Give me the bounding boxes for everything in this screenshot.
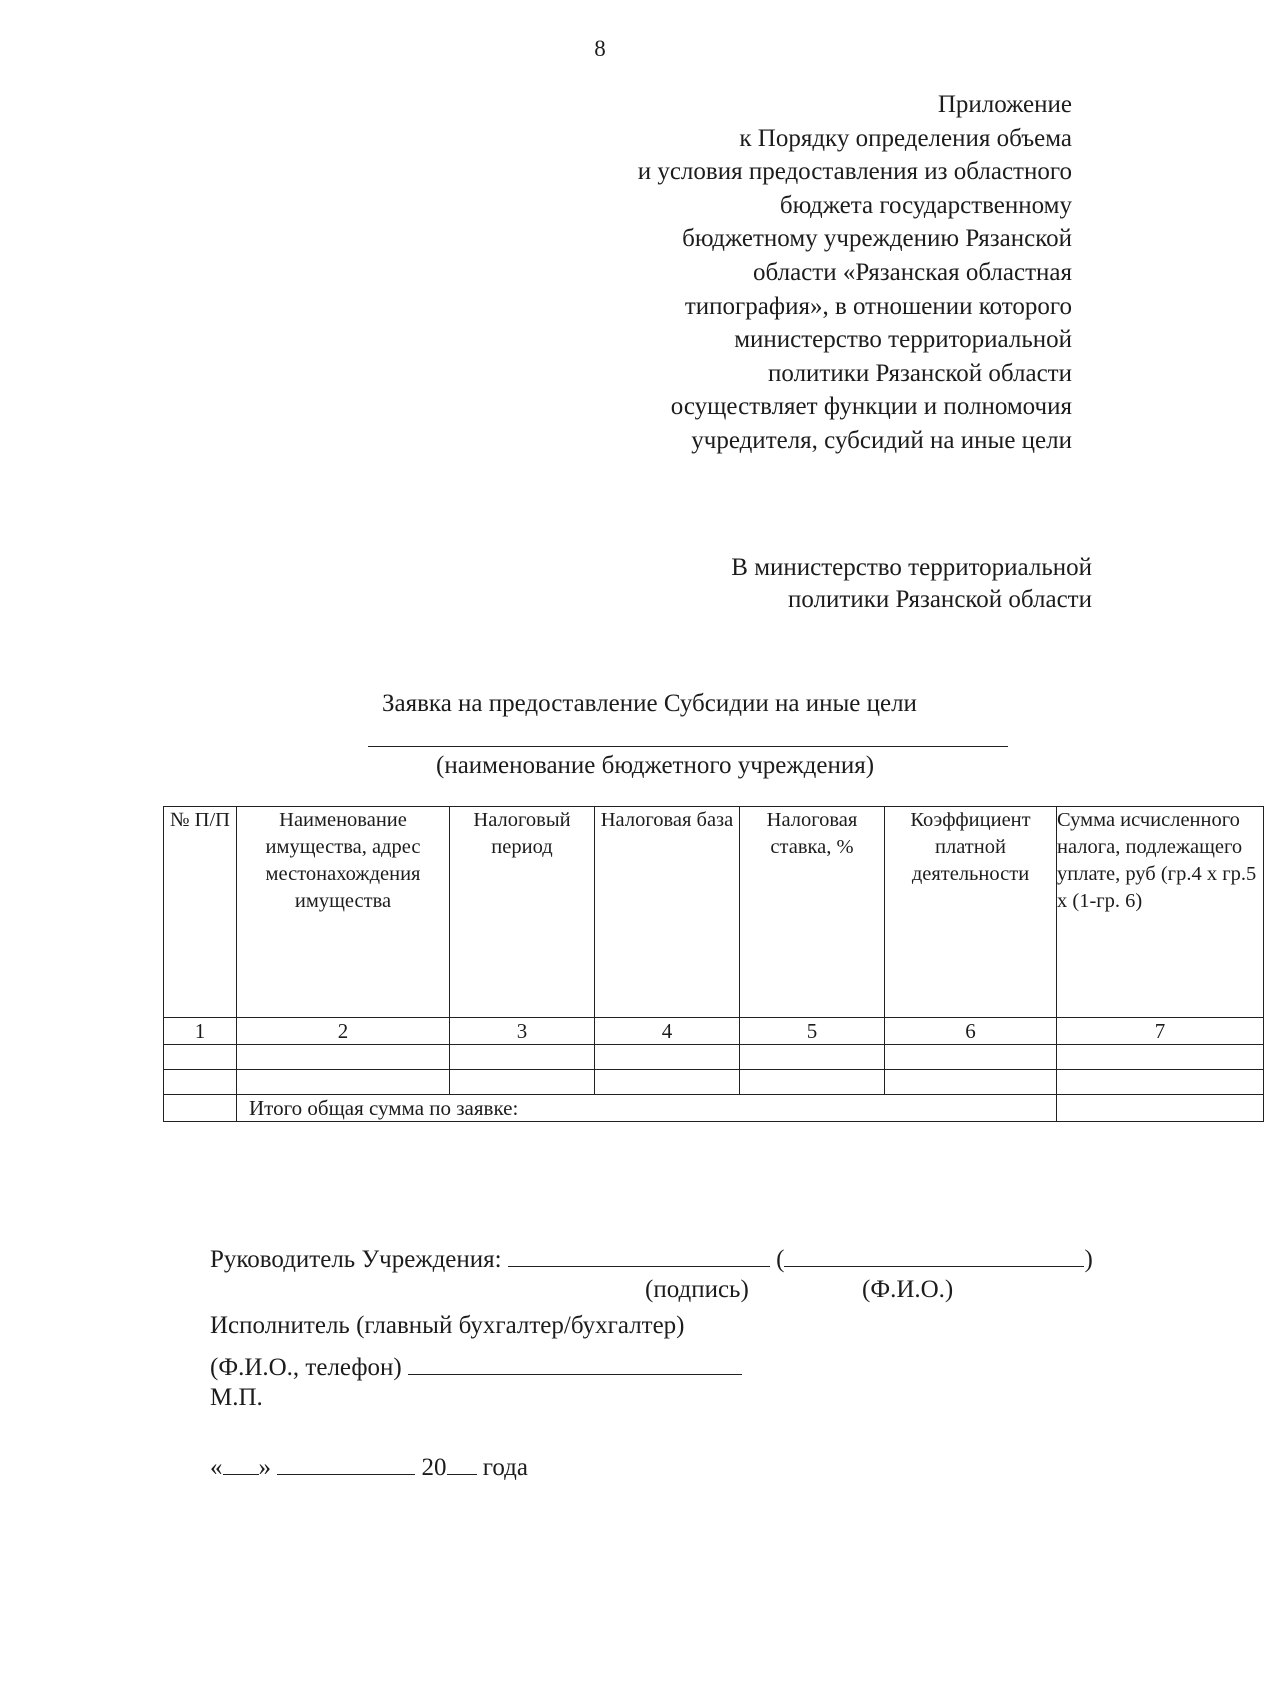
- table-cell: [595, 1045, 740, 1070]
- column-number-cell: 5: [740, 1018, 885, 1045]
- page-number: 8: [594, 36, 606, 61]
- head-signature-line: [210, 1240, 1093, 1274]
- table-cell: [595, 1070, 740, 1095]
- fio-close-paren: ): [1084, 1246, 1093, 1273]
- column-number-cell: 6: [885, 1018, 1057, 1045]
- table-cell: [1057, 1070, 1264, 1095]
- fio-blank: [784, 1240, 1084, 1267]
- appendix-line: осуществляет функции и полномочия: [670, 393, 1072, 421]
- appendix-line: политики Рязанской области: [768, 359, 1072, 387]
- appendix-line: министерство территориальной: [734, 326, 1072, 354]
- addressee-line: политики Рязанской области: [788, 586, 1092, 613]
- table-cell: [885, 1070, 1057, 1095]
- institution-name-caption: (наименование бюджетного учреждения): [436, 752, 875, 779]
- appendix-line: к Порядку определения объема: [739, 124, 1072, 152]
- table-cell: [164, 1045, 237, 1070]
- header-cell: № П/П: [164, 807, 237, 1018]
- year-blank: [447, 1448, 477, 1475]
- date-close-quote: »: [258, 1454, 271, 1481]
- header-cell: Налоговая ставка, %: [740, 807, 885, 1018]
- table-cell: [237, 1070, 450, 1095]
- column-number-row: [164, 1018, 1264, 1045]
- column-number-cell: 2: [237, 1018, 450, 1045]
- appendix-block: [512, 88, 1072, 458]
- header-cell: Налоговая база: [595, 807, 740, 1018]
- stamp-label: М.П.: [210, 1384, 263, 1411]
- table-cell: [885, 1045, 1057, 1070]
- day-blank: [223, 1448, 259, 1475]
- tax-table: [163, 806, 1264, 1122]
- column-number-cell: 3: [450, 1018, 595, 1045]
- column-number-cell: 7: [1057, 1018, 1264, 1045]
- head-label: Руководитель Учреждения:: [210, 1246, 502, 1273]
- tax-table-container: [163, 806, 1257, 1142]
- executor-contact-line: [210, 1348, 742, 1382]
- executor-contact-label: (Ф.И.О., телефон): [210, 1354, 402, 1381]
- table-cell: [164, 1095, 237, 1122]
- addressee-block: [572, 552, 1092, 616]
- header-cell: Коэффициент платной деятельности: [885, 807, 1057, 1018]
- header-cell: Налоговый период: [450, 807, 595, 1018]
- total-row: [164, 1095, 1264, 1122]
- year-prefix: 20: [421, 1454, 447, 1481]
- appendix-line: бюджета государственному: [779, 191, 1072, 219]
- appendix-line: области «Рязанская областная: [753, 258, 1072, 286]
- table-row: [164, 1045, 1264, 1070]
- fio-open-paren: (: [776, 1246, 785, 1273]
- table-cell: [450, 1070, 595, 1095]
- fio-caption: (Ф.И.О.): [862, 1276, 954, 1303]
- date-line: [210, 1448, 528, 1482]
- header-cell: Наименование имущества, адрес местонахождения имущества: [237, 807, 450, 1018]
- signature-caption: (подпись): [645, 1276, 749, 1303]
- appendix-line: и условия предоставления из областного: [637, 158, 1072, 186]
- table-header-row: [164, 807, 1264, 1018]
- signature-blank: [508, 1240, 770, 1267]
- table-row: [164, 1070, 1264, 1095]
- table-cell: [1057, 1045, 1264, 1070]
- total-amount-cell: [1057, 1095, 1264, 1122]
- header-cell: Сумма исчисленного налога, подлежащего уплате, руб (гр.4 х гр.5 х (1-гр. 6): [1057, 807, 1264, 1018]
- appendix-line: бюджетному учреждению Рязанской: [682, 225, 1072, 253]
- table-cell: [450, 1045, 595, 1070]
- column-number-cell: 1: [164, 1018, 237, 1045]
- table-cell: [164, 1070, 237, 1095]
- appendix-line: учредителя, субсидий на иные цели: [691, 426, 1072, 454]
- form-title: Заявка на предоставление Субсидии на иные цели: [382, 690, 917, 717]
- month-blank: [277, 1448, 415, 1475]
- addressee-line: В министерство территориальной: [731, 554, 1092, 581]
- year-suffix: года: [482, 1454, 528, 1481]
- table-cell: [237, 1045, 450, 1070]
- column-number-cell: 4: [595, 1018, 740, 1045]
- executor-label: Исполнитель (главный бухгалтер/бухгалтер): [210, 1312, 685, 1339]
- table-cell: [740, 1045, 885, 1070]
- appendix-line: типография», в отношении которого: [684, 292, 1072, 320]
- executor-contact-blank: [408, 1348, 742, 1375]
- total-label: Итого общая сумма по заявке:: [237, 1095, 1057, 1122]
- institution-name-line: [368, 746, 1008, 747]
- date-open-quote: «: [210, 1454, 223, 1481]
- appendix-line: Приложение: [937, 91, 1072, 118]
- table-cell: [740, 1070, 885, 1095]
